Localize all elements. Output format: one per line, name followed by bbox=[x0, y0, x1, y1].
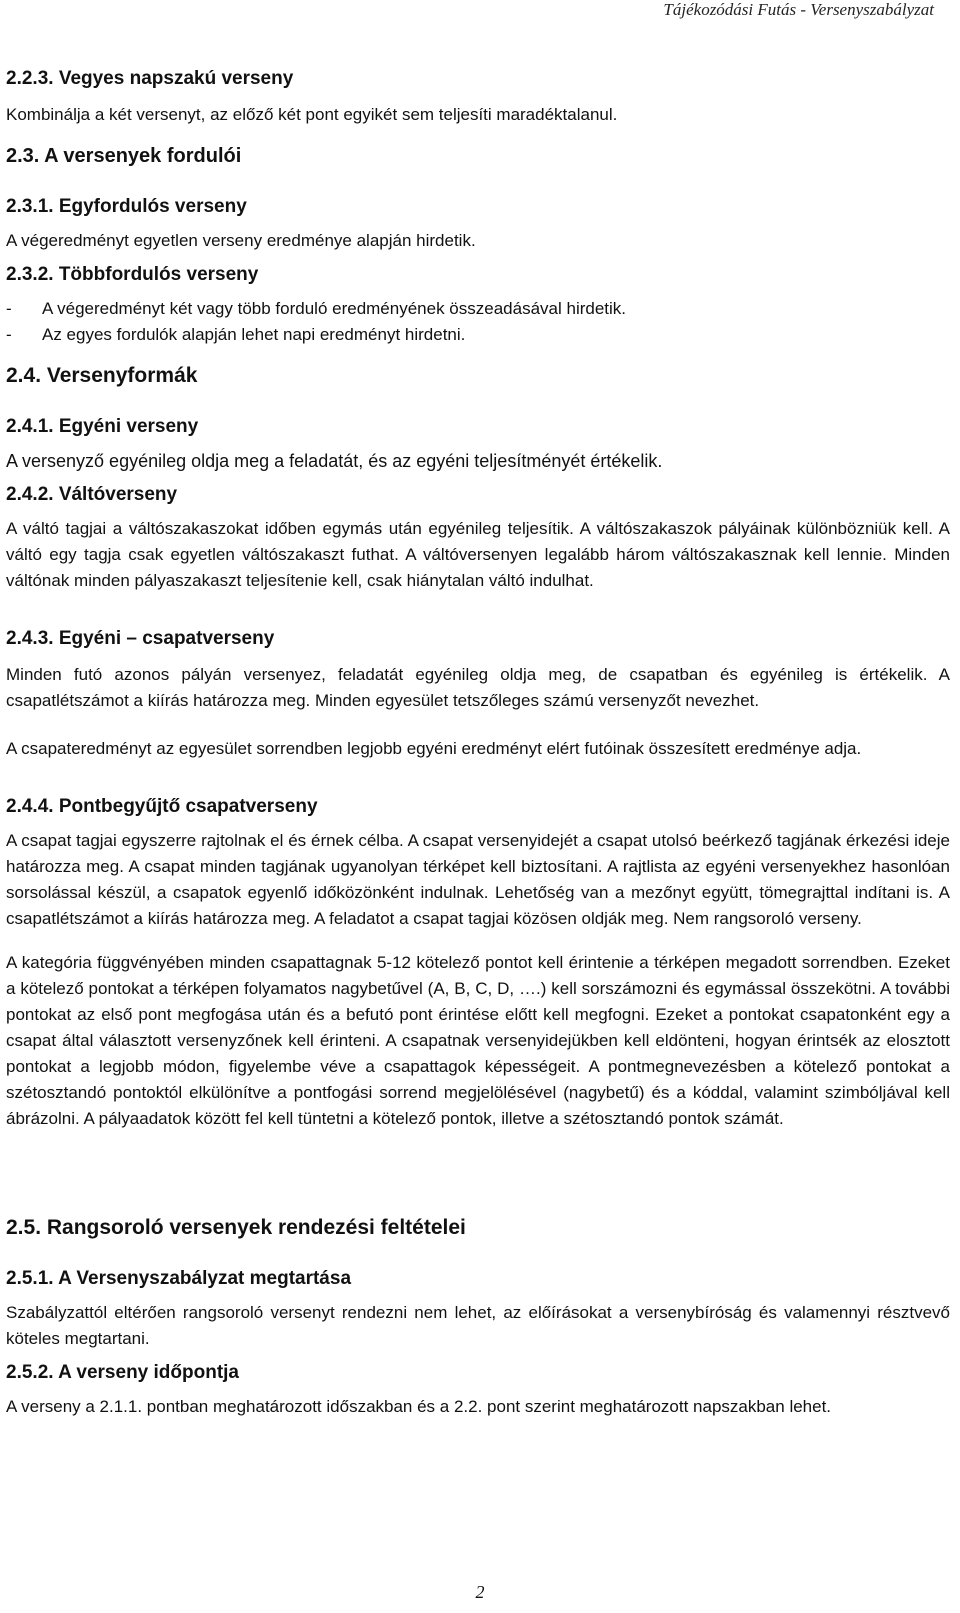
heading-2-4: 2.4. Versenyformák bbox=[6, 364, 198, 387]
paragraph-2-4-4-a: A csapat tagjai egyszerre rajtolnak el és érnek célba. A csapat versenyidejét a csapat utolsó beérkező tagjának érkezési ideje határozza meg. A csapat minden tagjának ugyanolyan térképet kell biztosítani. A rajtlista az egyéni versenyekhez hasonlóan sorsolással készül, a csapatok egyenlő időközönként indulnak. Lehetőség van a mezőnyt együtt, tömegrajttal indítani is. A csapatlétszámot a kiírás határozza meg. A feladatot a csapat tagjai közösen oldják meg. Nem rangsoroló verseny. bbox=[6, 831, 950, 928]
list-item bbox=[6, 296, 950, 322]
heading-2-4-3: 2.4.3. Egyéni – csapatverseny bbox=[6, 628, 275, 649]
heading-2-5-2: 2.5.2. A verseny időpontja bbox=[6, 1362, 240, 1383]
heading-2-3: 2.3. A versenyek fordulói bbox=[6, 145, 242, 167]
paragraph-2-4-4-b: A kategória függvényében minden csapattagnak 5-12 kötelező pontot kell érintenie a térképen megadott sorrendben. Ezeket a kötelező pontokat a térképen folyamatos nagybetűvel (A, B, C, D, ….) kell sorszámozni és egymással összekötni. A további pontokat az első pont megfogása után és a befutó pont érintése előtt kell megfogni. Ezeket a pontokat csapatonként egy a csapat által választott versenyzőnek kell érinteni. A csapatnak versenyidejükben kell eldönteni, hogyan érintsék az elosztott pontokat a legjobb módon, figyelembe véve a csapattagok képességeit. A pontmegnevezésben a kötelező pontokat a szétosztandó pontoktól elkülönítve a pontfogási sorrend megjelölésével (nagybetű) és a kóddal, valamint szimbóljával kell ábrázolni. A pályaadatok között fel kell tüntetni a kötelező pontok, illetve a szétosztandó pontok számát. bbox=[6, 953, 950, 1128]
heading-2-4-1: 2.4.1. Egyéni verseny bbox=[6, 416, 199, 437]
list-2-3-2 bbox=[6, 296, 950, 348]
heading-2-4-4: 2.4.4. Pontbegyűjtő csapatverseny bbox=[6, 796, 318, 817]
paragraph-2-3-1: A végeredményt egyetlen verseny eredménye alapján hirdetik. bbox=[6, 231, 476, 250]
dash-marker: - bbox=[6, 325, 12, 344]
list-item-text: Az egyes fordulók alapján lehet napi eredményt hirdetni. bbox=[42, 325, 466, 344]
paragraph-2-5-1: Szabályzattól eltérően rangsoroló versenyt rendezni nem lehet, az előírásokat a versenybíróság és valamennyi résztvevő köteles megtartani. bbox=[6, 1303, 950, 1348]
dash-marker: - bbox=[6, 299, 12, 318]
heading-2-3-1: 2.3.1. Egyfordulós verseny bbox=[6, 196, 247, 217]
page-number: 2 bbox=[475, 1582, 485, 1602]
heading-2-5-1: 2.5.1. A Versenyszabályzat megtartása bbox=[6, 1268, 352, 1289]
list-item-text: A végeredményt két vagy több forduló eredményének összeadásával hirdetik. bbox=[42, 299, 627, 318]
running-header: Tájékozódási Futás - Versenyszabályzat bbox=[663, 0, 934, 19]
heading-2-2-3: 2.2.3. Vegyes napszakú verseny bbox=[6, 68, 294, 89]
paragraph-2-5-2: A verseny a 2.1.1. pontban meghatározott időszakban és a 2.2. pont szerint meghatározott napszakban lehet. bbox=[6, 1397, 832, 1416]
paragraph-2-2-3: Kombinálja a két versenyt, az előző két pont egyikét sem teljesíti maradéktalanul. bbox=[6, 105, 618, 124]
paragraph-2-4-3-b: A csapateredményt az egyesület sorrendben legjobb egyéni eredményt elért futóinak összesített eredménye adja. bbox=[6, 739, 862, 758]
list-item bbox=[6, 322, 950, 348]
heading-2-5: 2.5. Rangsoroló versenyek rendezési feltételei bbox=[6, 1216, 466, 1239]
paragraph-2-4-3-a: Minden futó azonos pályán versenyez, feladatát egyénileg oldja meg, de csapatban és egyénileg is értékelik. A csapatlétszámot a kiírás határozza meg. Minden egyesület tetszőleges számú versenyzőt nevezhet. bbox=[6, 665, 950, 710]
paragraph-2-4-1: A versenyző egyénileg oldja meg a feladatát, és az egyéni teljesítményét értékelik. bbox=[6, 451, 663, 471]
heading-2-3-2: 2.3.2. Többfordulós verseny bbox=[6, 264, 259, 285]
paragraph-2-4-2: A váltó tagjai a váltószakaszokat időben egymás után egyénileg teljesítik. A váltószakaszok pályáinak különbözniük kell. A váltó egy tagja csak egyetlen váltószakaszt futhat. A váltóversenyen legalább három váltószakasznak kell lennie. Minden váltónak minden pályaszakaszt teljesítenie kell, csak hiánytalan váltó indulhat. bbox=[6, 519, 950, 590]
heading-2-4-2: 2.4.2. Váltóverseny bbox=[6, 484, 178, 505]
